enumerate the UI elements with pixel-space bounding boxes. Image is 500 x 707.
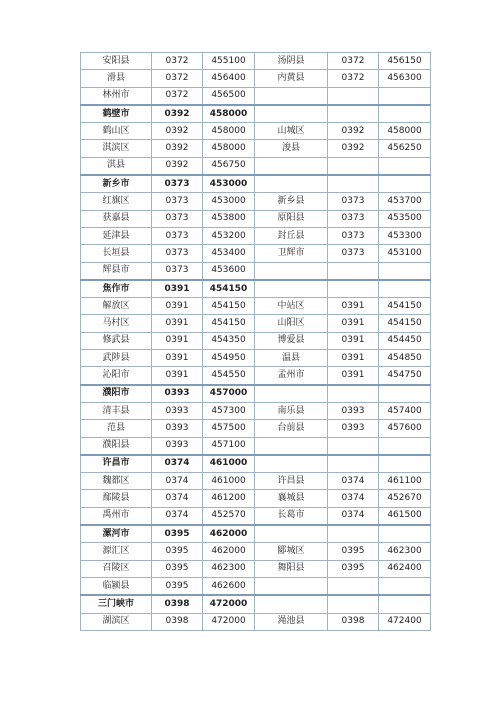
area-code-cell: 0395 — [152, 577, 203, 595]
postal-code-cell — [379, 577, 431, 595]
postal-code-cell — [379, 280, 431, 298]
area-code-cell: 0395 — [328, 543, 379, 560]
area-code-cell: 0395 — [152, 525, 203, 543]
postal-code-cell: 453800 — [203, 210, 255, 227]
area-code-cell: 0391 — [152, 315, 203, 332]
district-name-cell: 许昌县 — [255, 473, 328, 490]
postal-code-cell: 454750 — [379, 367, 431, 385]
district-name-cell — [255, 87, 328, 105]
table-row — [81, 210, 431, 227]
postal-code-cell: 456250 — [379, 140, 431, 157]
district-name-cell: 舞阳县 — [255, 560, 328, 577]
postal-code-cell: 462000 — [203, 525, 255, 543]
postal-code-cell — [379, 105, 431, 123]
area-code-cell: 0391 — [152, 280, 203, 298]
area-code-cell: 0392 — [328, 123, 379, 140]
area-code-cell: 0393 — [328, 402, 379, 419]
district-name-cell: 山城区 — [255, 123, 328, 140]
district-name-cell: 渑池县 — [255, 613, 328, 630]
postal-code-cell: 454150 — [379, 315, 431, 332]
area-code-cell: 0372 — [328, 53, 379, 70]
postal-code-cell: 455100 — [203, 53, 255, 70]
city-header-row — [81, 525, 431, 543]
district-name-cell: 禹州市 — [81, 507, 152, 525]
city-header-row — [81, 105, 431, 123]
table-row — [81, 87, 431, 105]
district-name-cell: 南乐县 — [255, 402, 328, 419]
district-name-cell: 博爱县 — [255, 332, 328, 349]
postal-code-cell: 452570 — [203, 507, 255, 525]
area-code-cell: 0391 — [328, 315, 379, 332]
area-code-cell — [328, 525, 379, 543]
area-code-cell: 0374 — [152, 507, 203, 525]
district-name-cell: 长葛市 — [255, 507, 328, 525]
district-name-cell: 漯河市 — [81, 525, 152, 543]
district-name-cell: 林州市 — [81, 87, 152, 105]
postal-code-cell: 457400 — [379, 402, 431, 419]
postal-code-cell: 456150 — [379, 53, 431, 70]
area-code-cell: 0395 — [152, 543, 203, 560]
district-name-cell: 鹤山区 — [81, 123, 152, 140]
postal-code-cell: 453200 — [203, 227, 255, 244]
table-row — [81, 262, 431, 280]
district-name-cell — [255, 595, 328, 613]
table-row — [81, 315, 431, 332]
area-code-cell: 0393 — [152, 420, 203, 437]
district-name-cell: 焦作市 — [81, 280, 152, 298]
postal-code-cell: 462300 — [203, 560, 255, 577]
district-name-cell: 召陵区 — [81, 560, 152, 577]
postal-code-cell: 456400 — [203, 70, 255, 87]
postal-code-cell: 462000 — [203, 543, 255, 560]
postal-code-cell: 456750 — [203, 157, 255, 175]
postal-code-cell: 454950 — [203, 350, 255, 367]
area-code-cell: 0391 — [328, 367, 379, 385]
district-name-cell: 滑县 — [81, 70, 152, 87]
district-name-cell — [255, 105, 328, 123]
table-row — [81, 367, 431, 385]
area-code-cell: 0393 — [152, 402, 203, 419]
district-name-cell: 延津县 — [81, 227, 152, 244]
postal-code-cell: 472000 — [203, 595, 255, 613]
district-name-cell: 新乡县 — [255, 193, 328, 210]
district-name-cell: 获嘉县 — [81, 210, 152, 227]
district-name-cell: 武陟县 — [81, 350, 152, 367]
district-name-cell: 鄢陵县 — [81, 490, 152, 507]
district-name-cell: 清丰县 — [81, 402, 152, 419]
area-code-cell: 0392 — [152, 157, 203, 175]
postal-code-cell: 453000 — [203, 175, 255, 193]
district-name-cell: 湖滨区 — [81, 613, 152, 630]
district-name-cell — [255, 577, 328, 595]
district-name-cell: 内黄县 — [255, 70, 328, 87]
postal-code-cell: 472000 — [203, 613, 255, 630]
area-code-cell: 0373 — [152, 193, 203, 210]
area-code-cell — [328, 437, 379, 455]
district-name-cell: 汤阴县 — [255, 53, 328, 70]
district-name-cell — [255, 525, 328, 543]
table-body — [81, 53, 431, 631]
area-code-cell: 0373 — [328, 227, 379, 244]
area-code-cell: 0374 — [328, 473, 379, 490]
postal-code-cell: 454150 — [203, 298, 255, 315]
city-header-row — [81, 595, 431, 613]
district-name-cell — [255, 175, 328, 193]
postal-code-cell: 458000 — [203, 105, 255, 123]
postal-code-cell: 461200 — [203, 490, 255, 507]
city-header-row — [81, 280, 431, 298]
table-row — [81, 420, 431, 437]
district-name-cell — [255, 437, 328, 455]
area-code-cell: 0372 — [152, 70, 203, 87]
district-name-cell: 郾城区 — [255, 543, 328, 560]
table-row — [81, 193, 431, 210]
district-name-cell: 濮阳市 — [81, 385, 152, 403]
area-code-cell: 0398 — [152, 613, 203, 630]
postal-code-cell: 454450 — [379, 332, 431, 349]
area-code-cell: 0374 — [152, 490, 203, 507]
district-name-cell: 沁阳市 — [81, 367, 152, 385]
district-name-cell: 山阳区 — [255, 315, 328, 332]
area-code-cell: 0374 — [328, 490, 379, 507]
table-row — [81, 543, 431, 560]
area-code-cell: 0373 — [152, 210, 203, 227]
postal-code-cell: 462300 — [379, 543, 431, 560]
district-name-cell: 襄城县 — [255, 490, 328, 507]
postal-code-cell: 453100 — [379, 245, 431, 262]
area-code-cell: 0372 — [152, 53, 203, 70]
area-code-cell: 0373 — [152, 245, 203, 262]
postal-code-cell: 461100 — [379, 473, 431, 490]
district-name-cell: 辉县市 — [81, 262, 152, 280]
postal-code-cell: 457500 — [203, 420, 255, 437]
area-code-cell — [328, 87, 379, 105]
area-code-cell — [328, 157, 379, 175]
area-code-cell: 0373 — [152, 175, 203, 193]
postal-code-cell: 458000 — [203, 140, 255, 157]
district-name-cell: 马村区 — [81, 315, 152, 332]
area-code-cell: 0372 — [152, 87, 203, 105]
district-name-cell: 温县 — [255, 350, 328, 367]
postal-code-cell: 452670 — [379, 490, 431, 507]
area-code-cell: 0392 — [328, 140, 379, 157]
area-code-cell: 0392 — [152, 123, 203, 140]
postal-code-cell — [379, 595, 431, 613]
district-name-cell: 三门峡市 — [81, 595, 152, 613]
area-code-cell: 0391 — [328, 350, 379, 367]
area-code-cell — [328, 175, 379, 193]
area-code-cell: 0391 — [328, 298, 379, 315]
postal-code-cell: 453700 — [379, 193, 431, 210]
district-name-cell: 鹤壁市 — [81, 105, 152, 123]
postal-code-cell — [379, 262, 431, 280]
area-code-cell: 0373 — [328, 245, 379, 262]
table-row — [81, 613, 431, 630]
postal-code-cell: 453500 — [379, 210, 431, 227]
area-code-cell — [328, 455, 379, 473]
postal-code-cell — [379, 525, 431, 543]
district-name-cell — [255, 280, 328, 298]
table-row — [81, 298, 431, 315]
district-name-cell: 魏都区 — [81, 473, 152, 490]
district-name-cell: 淇滨区 — [81, 140, 152, 157]
postal-code-cell: 453300 — [379, 227, 431, 244]
district-name-cell: 浚县 — [255, 140, 328, 157]
area-code-cell: 0395 — [152, 560, 203, 577]
table-row — [81, 473, 431, 490]
table-row — [81, 157, 431, 175]
table-row — [81, 227, 431, 244]
postal-code-cell: 454550 — [203, 367, 255, 385]
area-code-cell: 0391 — [328, 332, 379, 349]
district-name-cell — [255, 385, 328, 403]
district-name-cell: 范县 — [81, 420, 152, 437]
area-code-cell: 0372 — [328, 70, 379, 87]
area-code-cell: 0373 — [328, 210, 379, 227]
table-row — [81, 560, 431, 577]
table-row — [81, 402, 431, 419]
postal-code-cell: 454150 — [379, 298, 431, 315]
postal-code-cell: 458000 — [203, 123, 255, 140]
table-row — [81, 350, 431, 367]
city-header-row — [81, 455, 431, 473]
area-code-cell: 0374 — [152, 455, 203, 473]
table-row — [81, 123, 431, 140]
postal-code-cell: 454150 — [203, 280, 255, 298]
postal-code-cell: 472400 — [379, 613, 431, 630]
district-name-cell: 淇县 — [81, 157, 152, 175]
area-code-cell: 0373 — [328, 193, 379, 210]
district-name-cell: 中站区 — [255, 298, 328, 315]
postal-code-cell: 461500 — [379, 507, 431, 525]
area-code-cell: 0398 — [152, 595, 203, 613]
district-name-cell — [255, 262, 328, 280]
postal-code-cell — [379, 385, 431, 403]
table-row — [81, 507, 431, 525]
area-code-cell: 0395 — [328, 560, 379, 577]
table-row — [81, 577, 431, 595]
postal-code-cell: 462600 — [203, 577, 255, 595]
postal-code-cell: 461000 — [203, 473, 255, 490]
postal-code-cell — [379, 157, 431, 175]
table-row — [81, 140, 431, 157]
district-name-cell — [255, 455, 328, 473]
district-name-cell: 解放区 — [81, 298, 152, 315]
postal-code-cell: 457600 — [379, 420, 431, 437]
area-code-cell: 0398 — [328, 613, 379, 630]
postal-code-cell: 453400 — [203, 245, 255, 262]
table-row — [81, 53, 431, 70]
area-code-cell: 0393 — [328, 420, 379, 437]
area-code-cell: 0373 — [152, 227, 203, 244]
area-code-cell: 0374 — [328, 507, 379, 525]
table-row — [81, 437, 431, 455]
postal-code-cell: 454150 — [203, 315, 255, 332]
area-code-cell: 0374 — [152, 473, 203, 490]
area-code-cell: 0393 — [152, 437, 203, 455]
postal-code-cell — [379, 87, 431, 105]
district-name-cell: 临颍县 — [81, 577, 152, 595]
district-name-cell: 封丘县 — [255, 227, 328, 244]
area-code-cell — [328, 105, 379, 123]
area-code-cell: 0391 — [152, 367, 203, 385]
area-code-cell — [328, 577, 379, 595]
district-name-cell: 安阳县 — [81, 53, 152, 70]
postal-code-cell: 453600 — [203, 262, 255, 280]
district-name-cell — [255, 157, 328, 175]
district-name-cell: 原阳县 — [255, 210, 328, 227]
table-row — [81, 490, 431, 507]
district-name-cell: 新乡市 — [81, 175, 152, 193]
district-name-cell: 卫辉市 — [255, 245, 328, 262]
postal-code-cell: 457100 — [203, 437, 255, 455]
area-code-cell: 0391 — [152, 350, 203, 367]
postal-code-cell: 456300 — [379, 70, 431, 87]
area-code-cell — [328, 595, 379, 613]
postal-code-cell — [379, 437, 431, 455]
postal-code-cell: 456500 — [203, 87, 255, 105]
area-code-table — [80, 52, 431, 631]
table-row — [81, 245, 431, 262]
postal-code-cell: 454350 — [203, 332, 255, 349]
area-code-cell — [328, 262, 379, 280]
postal-code-cell: 457000 — [203, 385, 255, 403]
district-name-cell: 源汇区 — [81, 543, 152, 560]
postal-code-cell: 462400 — [379, 560, 431, 577]
table-row — [81, 332, 431, 349]
city-header-row — [81, 175, 431, 193]
area-code-cell — [328, 385, 379, 403]
postal-code-cell: 453000 — [203, 193, 255, 210]
postal-code-cell — [379, 455, 431, 473]
district-name-cell: 濮阳县 — [81, 437, 152, 455]
district-name-cell: 孟州市 — [255, 367, 328, 385]
area-code-cell: 0392 — [152, 140, 203, 157]
district-name-cell: 红旗区 — [81, 193, 152, 210]
area-code-cell: 0393 — [152, 385, 203, 403]
district-name-cell: 修武县 — [81, 332, 152, 349]
district-name-cell: 长垣县 — [81, 245, 152, 262]
postal-code-cell: 457300 — [203, 402, 255, 419]
table-row — [81, 70, 431, 87]
postal-code-cell: 461000 — [203, 455, 255, 473]
area-code-cell — [328, 280, 379, 298]
area-code-cell: 0391 — [152, 332, 203, 349]
postal-code-cell — [379, 175, 431, 193]
district-name-cell: 许昌市 — [81, 455, 152, 473]
area-code-cell: 0392 — [152, 105, 203, 123]
city-header-row — [81, 385, 431, 403]
area-code-cell: 0373 — [152, 262, 203, 280]
postal-code-cell: 458000 — [379, 123, 431, 140]
district-name-cell: 台前县 — [255, 420, 328, 437]
area-code-cell: 0391 — [152, 298, 203, 315]
postal-code-cell: 454850 — [379, 350, 431, 367]
